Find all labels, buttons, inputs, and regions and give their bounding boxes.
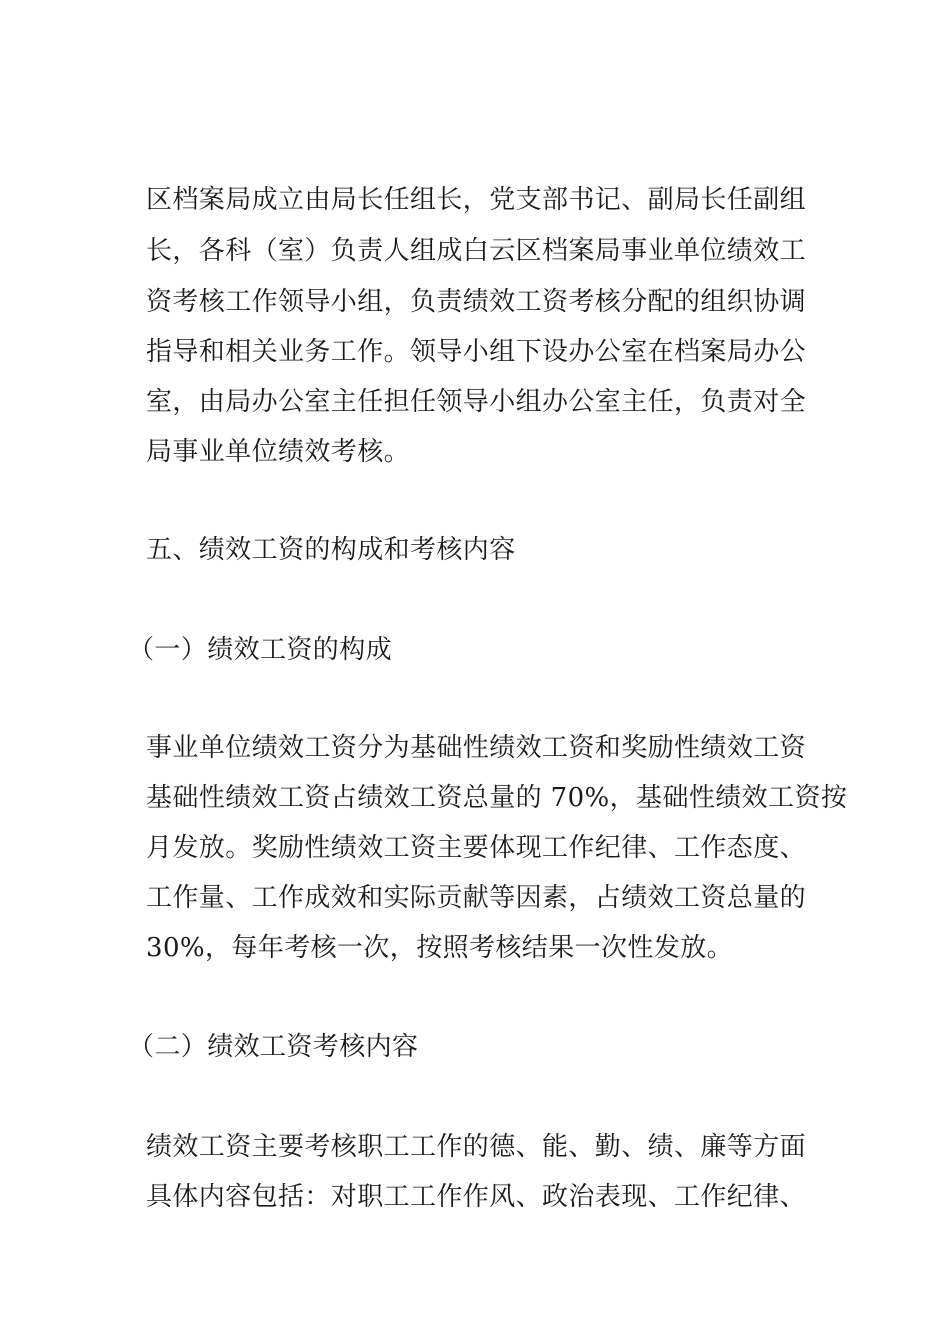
paragraph-line: 室，由局办公室主任担任领导小组办公室主任，负责对全 bbox=[146, 387, 807, 417]
paragraph-line: 绩效工资主要考核职工工作的德、能、勤、绩、廉等方面 bbox=[146, 1132, 807, 1162]
paragraph-line: 具体内容包括：对职工工作作风、政治表现、工作纪律、 bbox=[146, 1182, 807, 1212]
paragraph-line: 指导和相关业务工作。领导小组下设办公室在档案局办公 bbox=[146, 337, 807, 367]
paragraph-line: 长，各科（室）负责人组成白云区档案局事业单位绩效工 bbox=[146, 236, 807, 266]
paragraph-line: 局事业单位绩效考核。 bbox=[146, 437, 411, 467]
paragraph-line: 月发放。奖励性绩效工资主要体现工作纪律、工作态度、 bbox=[146, 833, 807, 863]
paragraph-line: 基础性绩效工资占绩效工资总量的 70%，基础性绩效工资按 bbox=[146, 783, 848, 813]
paragraph-line: 30%，每年考核一次，按照考核结果一次性发放。 bbox=[146, 933, 733, 963]
subsection-heading: （一）绩效工资的构成 bbox=[128, 635, 393, 665]
subsection-heading: （二）绩效工资考核内容 bbox=[128, 1032, 419, 1062]
paragraph-line: 区档案局成立由局长任组长，党支部书记、副局长任副组 bbox=[146, 185, 807, 215]
section-heading: 五、绩效工资的构成和考核内容 bbox=[146, 535, 516, 565]
paragraph-line: 资考核工作领导小组，负责绩效工资考核分配的组织协调 bbox=[146, 287, 807, 317]
paragraph-line: 事业单位绩效工资分为基础性绩效工资和奖励性绩效工资 bbox=[146, 733, 807, 763]
paragraph-line: 工作量、工作成效和实际贡献等因素，占绩效工资总量的 bbox=[146, 883, 807, 913]
